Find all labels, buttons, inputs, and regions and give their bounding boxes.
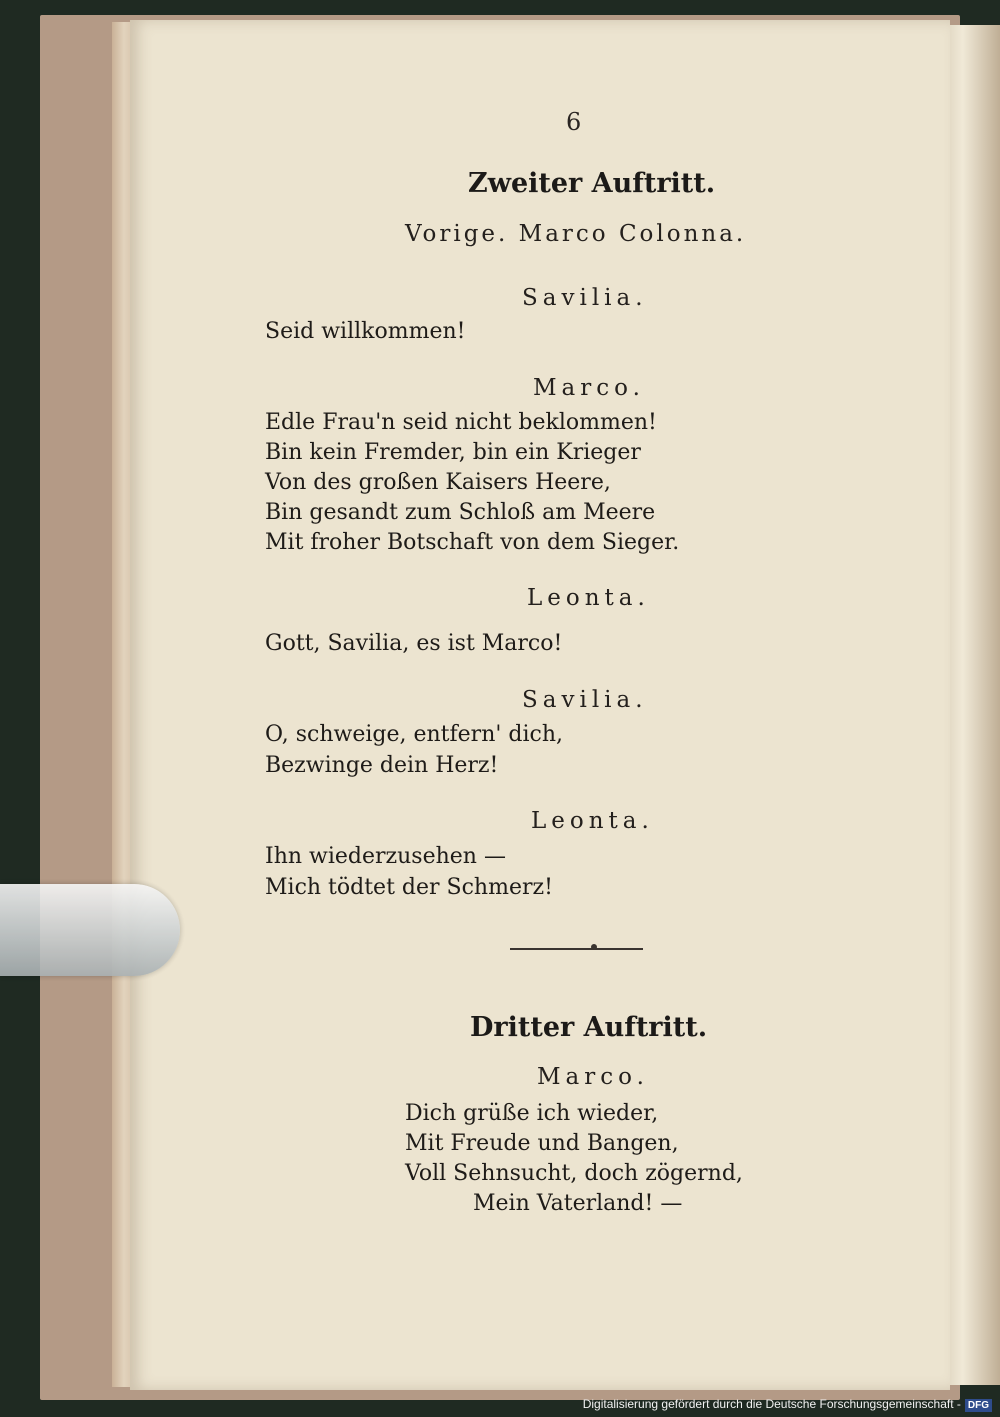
dfg-logo: DFG (965, 1399, 992, 1412)
verse-line: Dich grüße ich wieder, (405, 1101, 659, 1126)
scene-heading: Zweiter Auftritt. (468, 168, 716, 199)
speaker-name: Savilia. (522, 687, 648, 713)
digitization-credit (583, 1397, 992, 1412)
verse-line: Mich tödtet der Schmerz! (265, 875, 553, 900)
verse-line: Bin gesandt zum Schloß am Meere (265, 500, 656, 525)
speaker-name: Savilia. (522, 285, 648, 311)
cast-list: Vorige. Marco Colonna. (405, 221, 747, 247)
verse-line: O, schweige, entfern' dich, (265, 722, 564, 747)
speaker-name: Marco. (537, 1064, 649, 1090)
verse-line: Bin kein Fremder, bin ein Krieger (265, 440, 641, 465)
speaker-name: Leonta. (531, 808, 654, 834)
speaker-name: Leonta. (527, 585, 650, 611)
speaker-name: Marco. (533, 375, 645, 401)
credit-text: Digitalisierung gefördert durch die Deutsche Forschungsgemeinschaft - (582, 1397, 961, 1411)
page-clip-tab (0, 884, 180, 976)
verse-line: Mit Freude und Bangen, (405, 1131, 679, 1156)
verse-line: Mit froher Botschaft von dem Sieger. (265, 530, 680, 555)
divider-ornament (591, 944, 597, 950)
verse-line: Bezwinge dein Herz! (265, 753, 499, 778)
scene-heading: Dritter Auftritt. (470, 1012, 708, 1043)
verse-line: Von des großen Kaisers Heere, (265, 470, 611, 495)
verse-line: Voll Sehnsucht, doch zögernd, (405, 1161, 743, 1186)
verse-line: Edle Frau'n seid nicht beklommen! (265, 410, 657, 435)
verse-line: Mein Vaterland! — (473, 1191, 683, 1216)
page-number: 6 (566, 108, 582, 136)
section-divider (510, 948, 643, 950)
verse-line: Seid willkommen! (265, 319, 466, 344)
verse-line: Gott, Savilia, es ist Marco! (265, 631, 563, 656)
verse-line: Ihn wiederzusehen — (265, 844, 506, 869)
